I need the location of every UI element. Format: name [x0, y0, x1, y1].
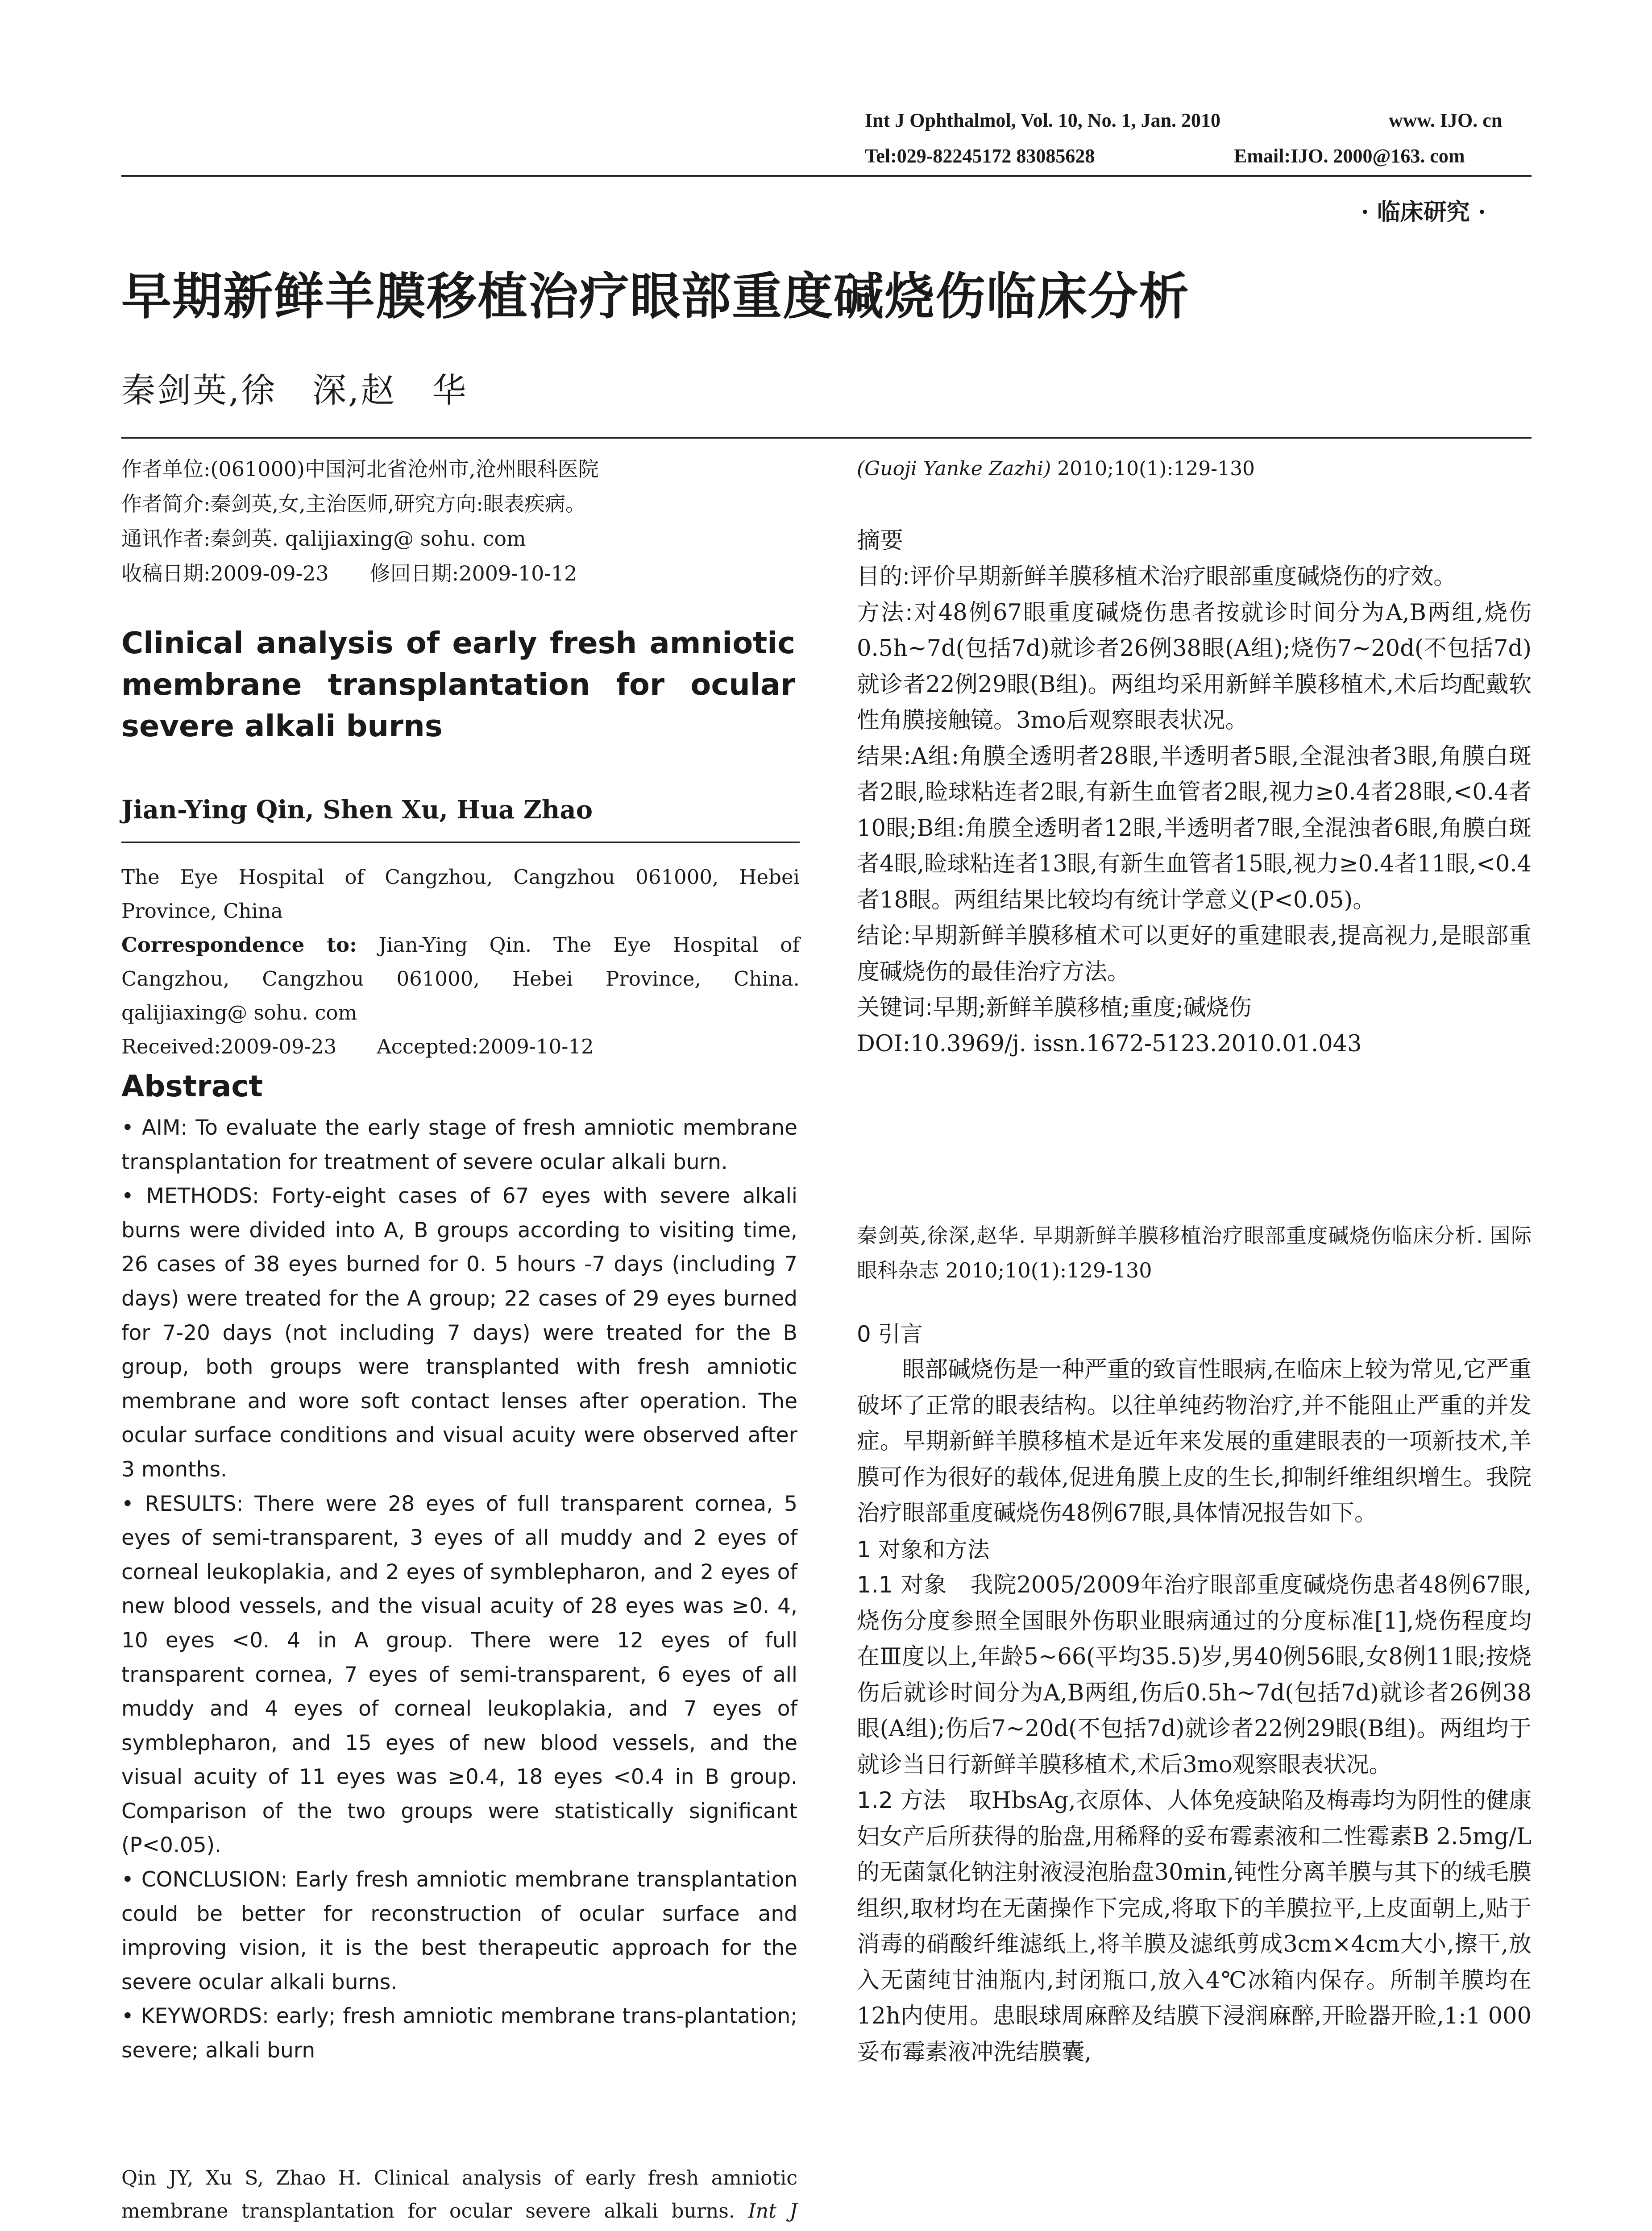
- abstract-conclusion-zh: [857, 918, 1532, 990]
- abstract-methods-en: [121, 1179, 797, 1487]
- intro-paragraph: 眼部碱烧伤是一种严重的致盲性眼病,在临床上较为常见,它严重破坏了正常的眼表结构。以往单纯药物治疗,并不能阻止严重的并发症。早期新鲜羊膜移植术是近年来发展的重建眼表的一项新技术,羊膜可作为很好的载体,促进角膜上皮的生长,抑制纤维组织增生。我院治疗眼部重度碱烧伤48例67眼,具体情况报告如下。: [857, 1356, 1532, 1526]
- methods-heading: 1 对象和方法: [857, 1536, 990, 1563]
- abstract-aim-text: To evaluate the early stage of fresh amniotic membrane transplantation for treatment of severe ocular alkali burn.: [121, 1116, 797, 1174]
- citation-en-volume: 2010;10(1):129-130: [1051, 457, 1255, 480]
- abstract-conclusion-zh-text: 早期新鲜羊膜移植术可以更好的重建眼表,提高视力,是眼部重度碱烧伤的最佳治疗方法。: [857, 923, 1532, 985]
- method-label: 1.2 方法: [857, 1787, 946, 1814]
- citation-zh: 秦剑英,徐深,赵华. 早期新鲜羊膜移植治疗眼部重度碱烧伤临床分析. 国际眼科杂志 2010;10(1):129-130: [857, 1223, 1532, 1282]
- abstract-zh-body: [857, 559, 1532, 1062]
- section-label: · 临床研究 ·: [1361, 199, 1486, 226]
- correspondence-text: Jian-Ying Qin. The Eye Hospital of Cangzhou, Cangzhou 061000, Hebei Province, China. qalijiaxing@ sohu. com: [121, 933, 800, 1024]
- correspondence-en: [121, 928, 800, 1030]
- authors-en: Jian-Ying Qin, Shen Xu, Hua Zhao: [121, 795, 593, 825]
- abstract-methods-zh-label: 方法:: [857, 599, 913, 626]
- abstract-results-zh: [857, 739, 1532, 919]
- info-author-bio-zh: 作者简介:秦剑英,女,主治医师,研究方向:眼表疾病。: [121, 492, 586, 516]
- abstract-methods-text: Forty-eight cases of 67 eyes with severe alkali burns were divided into A, B groups according to visiting time, 26 cases of 38 eyes burned for 0. 5 hours -7 days (including 7 days) were treated for the A group; 22 cases of 29 eyes burned for 7-20 days (not including 7 days) were treated for the B group, both groups were transplanted with fresh amniotic membrane and wore soft contact lenses after operation. The ocular surface conditions and visual acuity were observed after 3 months.: [121, 1184, 797, 1482]
- abstract-aim-zh-label: 目的:: [857, 564, 910, 590]
- abstract-en-body: [121, 1111, 797, 2068]
- received-en: Received:2009-09-23 Accepted:2009-10-12: [121, 1035, 594, 1058]
- method-paragraph: [857, 1783, 1532, 2070]
- doi: DOI:10.3969/j. issn.1672-5123.2010.01.043: [857, 1030, 1362, 1057]
- citation-en-journal: Int J: [748, 2200, 797, 2223]
- title-rule: [121, 437, 1532, 439]
- abstract-keywords-zh-label: 关键词:: [857, 995, 933, 1021]
- body-text: [857, 1352, 1532, 2070]
- abstract-heading-en: Abstract: [121, 1069, 263, 1103]
- info-zh-block: [121, 452, 804, 591]
- correspondence-label: Correspondence to:: [121, 933, 357, 957]
- abstract-aim-zh-text: 评价早期新鲜羊膜移植术治疗眼部重度碱烧伤的疗效。: [910, 564, 1457, 590]
- abstract-aim-label: • AIM:: [121, 1116, 188, 1140]
- affiliation-en: The Eye Hospital of Cangzhou, Cangzhou 061000, Hebei Province, China: [121, 865, 800, 923]
- info-correspondence-zh: 通讯作者:秦剑英. qalijiaxing@ sohu. com: [121, 527, 526, 551]
- abstract-aim-en: [121, 1111, 797, 1179]
- abstract-methods-zh-text: 对48例67眼重度碱烧伤患者按就诊时间分为A,B两组,烧伤0.5h~7d(包括7d)就诊者26例38眼(A组);烧伤7~20d(不包括7d)就诊者22例29眼(B组)。两组均采用新鲜羊膜移植术,术后均配戴软性角膜接触镜。3mo后观察眼表状况。: [857, 599, 1532, 734]
- abstract-results-label: • RESULTS:: [121, 1491, 244, 1516]
- abstract-keywords-text: early; fresh amniotic membrane trans-plantation; severe; alkali burn: [121, 2004, 797, 2063]
- info-en-block: [121, 860, 800, 1064]
- journal-email: Email:IJO. 2000@163. com: [1234, 145, 1465, 167]
- journal-citation: Int J Ophthalmol, Vol. 10, No. 1, Jan. 2010: [865, 109, 1221, 131]
- abstract-results-en: [121, 1487, 797, 1863]
- abstract-conclusion-label: • CONCLUSION:: [121, 1867, 288, 1892]
- abstract-methods-label: • METHODS:: [121, 1184, 259, 1209]
- abstract-conclusion-zh-label: 结论:: [857, 923, 911, 949]
- authors-en-rule: [121, 842, 800, 843]
- citation-en: [121, 2162, 797, 2231]
- title-en: Clinical analysis of early fresh amniotic membrane transplantation for ocular severe alkali burns: [121, 626, 795, 743]
- title-zh: 早期新鲜羊膜移植治疗眼部重度碱烧伤临床分析: [121, 268, 1190, 326]
- authors-zh: 秦剑英,徐 深,赵 华: [121, 370, 468, 410]
- citation-en-continued: [857, 452, 1255, 486]
- info-dates-zh: 收稿日期:2009-09-23 修回日期:2009-10-12: [121, 561, 577, 585]
- intro-heading: 0 引言: [857, 1321, 923, 1347]
- abstract-keywords-en: [121, 1999, 797, 2068]
- abstract-methods-zh: [857, 595, 1532, 739]
- method-text: 取HbsAg,衣原体、人体免疫缺陷及梅毒均为阴性的健康妇女产后所获得的胎盘,用稀释的妥布霉素液和二性霉素B 2.5mg/L的无菌氯化钠注射液浸泡胎盘30min,钝性分离羊膜与其下的绒毛膜组织,取材均在无菌操作下完成,将取下的羊膜拉平,上皮面朝上,贴于消毒的硝酸纤维滤纸上,将羊膜及滤纸剪成3cm×4cm大小,擦干,放入无菌纯甘油瓶内,封闭瓶口,放入4℃冰箱内保存。所制羊膜均在12h内使用。患眼球周麻醉及结膜下浸润麻醉,开睑器开睑,1:1 000妥布霉素液冲洗结膜囊,: [857, 1787, 1532, 2065]
- journal-website: www. IJO. cn: [1389, 109, 1503, 131]
- abstract-results-zh-label: 结果:: [857, 743, 911, 770]
- subjects-paragraph: [857, 1568, 1532, 1783]
- abstract-conclusion-en: [121, 1863, 797, 1999]
- abstract-heading-zh: 摘要: [857, 527, 904, 554]
- header-rule: [121, 175, 1532, 177]
- abstract-keywords-label: • KEYWORDS:: [121, 2004, 269, 2029]
- abstract-results-text: There were 28 eyes of full transparent cornea, 5 eyes of semi-transparent, 3 eyes of all muddy and 2 eyes of corneal leukoplakia, and 2 eyes of symblepharon, and 2 eyes of new blood vessels, and the visual acuity of 28 eyes was ≥0. 4, 10 eyes <0. 4 in A group. There were 12 eyes of full transparent cornea, 7 eyes of semi-transparent, 6 eyes of all muddy and 4 eyes of corneal leukoplakia, and 7 eyes of symblepharon, and 15 eyes of new blood vessels, and the visual acuity of 11 eyes was ≥0.4, 18 eyes <0.4 in B group. Comparison of the two groups were statistically significant (P<0.05).: [121, 1491, 797, 1858]
- abstract-keywords-zh: [857, 990, 1532, 1026]
- subjects-label: 1.1 对象: [857, 1572, 947, 1598]
- subjects-text: 我院2005/2009年治疗眼部重度碱烧伤患者48例67眼,烧伤分度参照全国眼外伤职业眼病通过的分度标准[1],烧伤程度均在Ⅲ度以上,年龄5~66(平均35.5)岁,男40例56眼,女8例11眼;按烧伤后就诊时间分为A,B两组,伤后0.5h~7d(包括7d)就诊者26例38眼(A组);伤后7~20d(不包括7d)就诊者22例29眼(B组)。两组均于就诊当日行新鲜羊膜移植术,术后3mo观察眼表状况。: [857, 1572, 1532, 1778]
- journal-tel: Tel:029-82245172 83085628: [865, 145, 1095, 167]
- abstract-keywords-zh-text: 早期;新鲜羊膜移植;重度;碱烧伤: [933, 995, 1252, 1021]
- citation-en-text: Qin JY, Xu S, Zhao H. Clinical analysis of early fresh amniotic membrane transplantation for ocular severe alkali burns.: [121, 2167, 797, 2223]
- citation-en-journal-pinyin: (Guoji Yanke Zazhi): [857, 457, 1051, 480]
- abstract-results-zh-text: A组:角膜全透明者28眼,半透明者5眼,全混浊者3眼,角膜白斑者2眼,睑球粘连者2眼,有新生血管者2眼,视力≥0.4者28眼,<0.4者10眼;B组:角膜全透明者12眼,半透明者7眼,全混浊者6眼,角膜白斑者4眼,睑球粘连者13眼,有新生血管者15眼,视力≥0.4者11眼,<0.4者18眼。两组结果比较均有统计学意义(P<0.05)。: [857, 743, 1532, 913]
- abstract-conclusion-text: Early fresh amniotic membrane transplantation could be better for reconstruction of ocular surface and improving vision, it is the best therapeutic approach for the severe ocular alkali burns.: [121, 1867, 797, 1995]
- info-affiliation-zh: 作者单位:(061000)中国河北省沧州市,沧州眼科医院: [121, 457, 599, 481]
- abstract-aim-zh: [857, 559, 1532, 595]
